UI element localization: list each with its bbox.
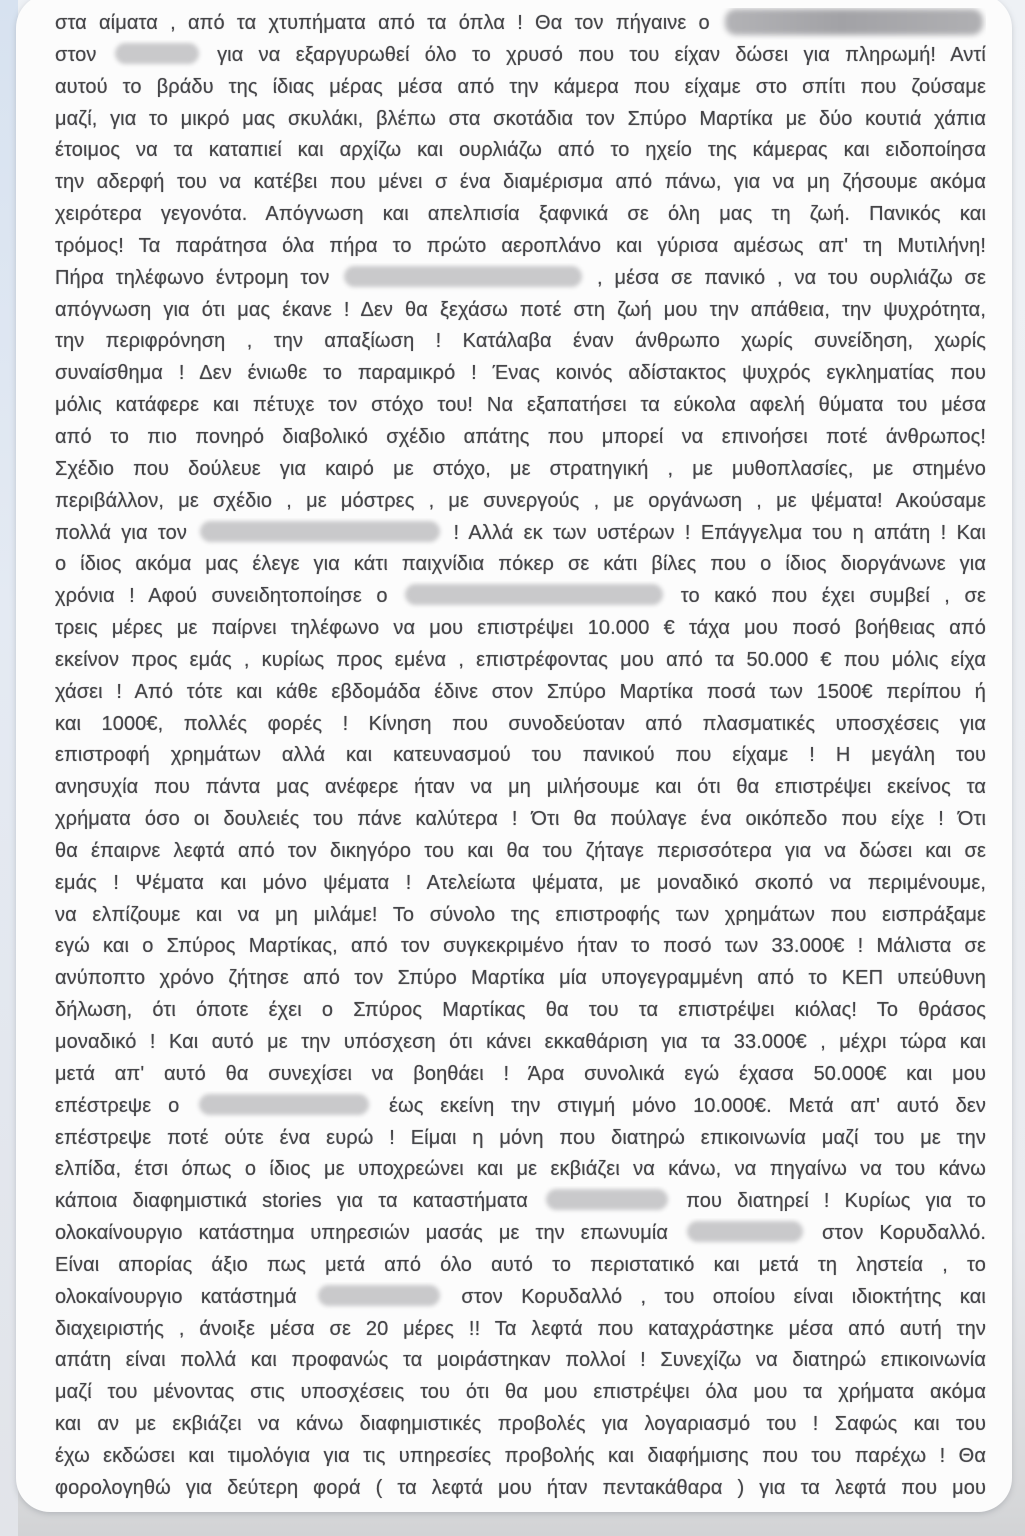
text-line	[55, 1154, 986, 1186]
text-line	[55, 804, 986, 836]
text-line	[55, 740, 986, 772]
text-run: πολλά για τον	[55, 521, 187, 544]
text-run: ανύποπτο χρόνο ζήτησε από τον Σπύρο Μαρτίκα μία υπογεγραμμένη από το ΚΕΠ υπεύθυνη	[55, 967, 986, 990]
text-line	[55, 1091, 986, 1123]
text-run: ο ίδιος ακόμα μας έλεγε για κάτι παιχνίδια πόκερ σε κάτι βίλες που ο ίδιος διοργάνωνε για	[55, 553, 986, 576]
text-line	[55, 40, 986, 72]
document-photo-card	[16, 0, 1012, 1512]
text-line	[55, 8, 986, 40]
text-run: διαχειριστής , άνοιξε μέσα σε 20 μέρες !! Τα λεφτά που καταχράστηκε μέσα από αυτή την	[55, 1317, 986, 1340]
text-run: χειρότερα γεγονότα. Απόγνωση και απελπισία ξαφνικά σε όλη μας τη ζωή. Πανικός και	[55, 203, 986, 226]
text-line	[55, 613, 986, 645]
text-run: εκείνον προς εμάς , κυρίως προς εμένα , επιστρέφοντας μου από τα 50.000 € που μόλις είχα	[55, 648, 986, 671]
text-line	[55, 167, 986, 199]
text-line	[55, 931, 986, 963]
text-line	[55, 995, 986, 1027]
text-run: συναίσθημα ! Δεν ένιωθε το παραμικρό ! Ένας κοινός αδίστακτος ψυχρός εγκληματίας που	[55, 362, 986, 385]
text-run: την αδερφή του να κατέβει που μένει σ ένα διαμέρισμα από πάνω, για να μη ζήσουμε ακόμα	[55, 171, 986, 194]
text-run: και αν με εκβιάζει να κάνω διαφημιστικές προβολές για λογαριασμό του ! Σαφώς και του	[55, 1413, 986, 1436]
text-run: κάποια διαφημιστικά stories για τα καταστήματα	[55, 1190, 528, 1213]
text-run: Σχέδιο που δούλευε για καιρό με στόχο, με στρατηγική , με μυθοπλασίες, με στημένο	[55, 457, 986, 480]
text-run: μαζί, για το μικρό μας σκυλάκι, βλέπω στα σκοτάδια τον Σπύρο Μαρτίκα με δύο κουτιά χάπια	[55, 107, 986, 130]
text-run: να ελπίζουμε και να μη μιλάμε! Το σύνολο της επιστροφής των χρημάτων που εισπράξαμε	[55, 903, 986, 926]
text-run: για να εξαργυρωθεί όλο το χρυσό που του είχαν δώσει για πληρωμή! Αντί	[217, 43, 986, 66]
text-run: φορολογηθώ για δεύτερη φορά ( τα λεφτά μου ήταν πεντακάθαρα ) για τα λεφτά που μου	[55, 1476, 986, 1499]
text-line	[55, 422, 986, 454]
text-run: επέστρεψε ο	[55, 1094, 180, 1117]
text-line	[55, 677, 986, 709]
text-line	[55, 135, 986, 167]
redacted-name-blur	[115, 43, 199, 64]
text-line	[55, 963, 986, 995]
redacted-name-blur	[687, 1221, 803, 1242]
text-line	[55, 1027, 986, 1059]
text-run: τρεις μέρες με παίρνει τηλέφωνο να μου επιστρέψει 10.000 € τάχα μου ποσό βοήθειας από	[55, 617, 986, 640]
text-line	[55, 1059, 986, 1091]
text-run: την περιφρόνηση , την απαξίωση ! Κατάλαβα έναν άνθρωπο χωρίς συνείδηση, χωρίς	[55, 330, 986, 353]
text-line	[55, 709, 986, 741]
text-line	[55, 1186, 986, 1218]
redacted-name-blur	[318, 1285, 440, 1306]
text-run: στον Κορυδαλλό , του οποίου είναι ιδιοκτήτης και	[461, 1285, 986, 1308]
text-line	[55, 1314, 986, 1346]
text-run: περιβάλλον, με σχέδιο , με μόστρες , με συνεργούς , με οργάνωση , με ψέματα! Ακούσαμε	[55, 489, 986, 512]
text-line	[55, 1441, 986, 1473]
text-run: μετά απ' αυτό θα συνεχίσει να βοηθάει ! Άρα συνολικά εγώ έχασα 50.000€ και μου	[55, 1062, 986, 1085]
text-line	[55, 645, 986, 677]
text-run: θα έπαιρνε λεφτά από τον δικηγόρο του και θα του ζήταγε περισσότερα για να δώσει και σε	[55, 839, 986, 862]
text-run: ολοκαίνουργιο κατάστημά	[55, 1285, 297, 1308]
text-run: επέστρεψε ποτέ ούτε ένα ευρώ ! Είμαι η μόνη που διατηρώ επικοινωνία μαζί του με την	[55, 1126, 986, 1149]
text-run: ελπίδα, έτσι όπως ο ίδιος με υποχρεώνει και με εκβιάζει να κάνω, να πηγαίνω να του κάνω	[55, 1158, 986, 1181]
redacted-name-blur	[725, 9, 983, 35]
text-run: Πήρα τηλέφωνο έντρομη τον	[55, 266, 330, 289]
text-line	[55, 549, 986, 581]
redacted-name-blur	[405, 584, 663, 605]
text-run: χάσει ! Από τότε και κάθε εβδομάδα έδινε στον Σπύρο Μαρτίκα ποσά των 1500€ περίπου ή	[55, 680, 986, 703]
text-line	[55, 1123, 986, 1155]
text-line	[55, 1250, 986, 1282]
text-run: επιστροφή χρημάτων αλλά και κατευνασμού του πανικού που είχαμε ! Η μεγάλη του	[55, 744, 986, 767]
text-line	[55, 295, 986, 327]
text-line	[55, 326, 986, 358]
text-line	[55, 231, 986, 263]
text-run: απόγνωση για ότι μας έκανε ! Δεν θα ξεχάσω ποτέ στη ζωή μου την απάθεια, την ψυχρότητα,	[55, 298, 986, 321]
redacted-name-blur	[546, 1189, 668, 1210]
text-run: Είναι απορίας άξιο πως μετά από όλο αυτό το περιστατικό και μετά τη ληστεία , το	[55, 1253, 986, 1276]
text-run: από το πιο πονηρό διαβολικό σχέδιο απάτης που μπορεί να επινοήσει ποτέ άνθρωπος!	[55, 425, 986, 448]
text-run: εγώ και ο Σπύρος Μαρτίκας, από τον συγκεκριμένο ήταν το ποσό των 33.000€ ! Μάλιστα σε	[55, 935, 986, 958]
text-line	[55, 263, 986, 295]
text-run: έχω εκδώσει και τιμολόγια για τις υπηρεσίες προβολής και διαφήμισης που του παρέχω ! Θα	[55, 1444, 986, 1467]
text-run: αυτού το βράδυ της ίδιας μέρας μέσα από την κάμερα που είχαμε στο σπίτι που ζούσαμε	[55, 75, 986, 98]
text-run: που διατηρεί ! Κυρίως για το	[686, 1190, 986, 1213]
text-line	[55, 72, 986, 104]
text-line	[55, 358, 986, 390]
text-line	[55, 390, 986, 422]
text-run: έτοιμος να τα καταπιεί και αρχίζω και ουρλιάζω από το ηχείο της κάμερας και ειδοποίησα	[55, 139, 986, 162]
text-line	[55, 199, 986, 231]
text-line	[55, 486, 986, 518]
text-run: ! Αλλά εκ των υστέρων ! Επάγγελμα του η απάτη ! Και	[453, 521, 986, 544]
text-run: εμάς ! Ψέματα και μόνο ψέματα ! Ατελείωτα ψέματα, με μοναδικό σκοπό να περιμένουμε,	[55, 871, 986, 894]
redacted-name-blur	[344, 266, 582, 287]
text-line	[55, 772, 986, 804]
text-run: , μέσα σε πανικό , να του ουρλιάζω σε	[597, 266, 986, 289]
text-line	[55, 1377, 986, 1409]
text-run: ανησυχία που πάντα μας ανέφερε ήταν να μη μιλήσουμε και ότι θα επιστρέψει εκείνος τα	[55, 776, 986, 799]
text-line	[55, 1409, 986, 1441]
text-line	[55, 836, 986, 868]
text-line	[55, 104, 986, 136]
text-run: μαζί του μένοντας στις υποσχέσεις του ότι θα μου επιστρέψει όλα μου τα χρήματα ακόμα	[55, 1381, 986, 1404]
text-run: χρήματα όσο οι δουλειές του πάνε καλύτερα ! Ότι θα πούλαγε ένα οικόπεδο που είχε ! Ότι	[55, 808, 986, 831]
text-run: στον	[55, 43, 97, 66]
redacted-name-blur	[199, 1094, 369, 1115]
text-line	[55, 454, 986, 486]
text-run: στα αίματα , από τα χτυπήματα από τα όπλα ! Θα τον πήγαινε ο	[55, 12, 710, 34]
text-line	[55, 1345, 986, 1377]
text-run: δήλωση, ότι όποτε έχει ο Σπύρος Μαρτίκας θα του τα επιστρέψει κιόλας! Το θράσος	[55, 999, 986, 1022]
text-line	[55, 1473, 986, 1505]
text-line	[55, 868, 986, 900]
text-run: το κακό που έχει συμβεί , σε	[680, 585, 986, 608]
text-line	[55, 1282, 986, 1314]
text-run: και 1000€, πολλές φορές ! Κίνηση που συνοδεύοταν από πλασματικές υποσχέσεις για	[55, 712, 986, 735]
text-line	[55, 900, 986, 932]
text-run: τρόμος! Τα παράτησα όλα πήρα το πρώτο αεροπλάνο και γύρισα αμέσως απ' τη Μυτιλήνη!	[55, 234, 986, 257]
text-run: μόλις κατάφερε και πέτυχε τον στόχο του! Να εξαπατήσει τα εύκολα αφελή θύματα του μέσα	[55, 394, 986, 417]
document-text-block	[55, 8, 986, 1505]
text-run: ολοκαίνουργιο κατάστημα υπηρεσιών μασάς με την επωνυμία	[55, 1222, 669, 1245]
text-line	[55, 581, 986, 613]
text-run: έως εκείνη την στιγμή μόνο 10.000€. Μετά απ' αυτό δεν	[389, 1094, 986, 1117]
text-line	[55, 518, 986, 550]
text-run: απάτη είναι πολλά και προφανώς τα μοιράστηκαν πολλοί ! Συνεχίζω να διατηρώ επικοινωνία	[55, 1349, 986, 1372]
text-run: στον Κορυδαλλό.	[821, 1222, 986, 1245]
redacted-name-blur	[200, 521, 440, 542]
text-run: χρόνια ! Αφού συνειδητοποίησε ο	[55, 585, 388, 608]
text-run: μοναδικό ! Και αυτό με την υπόσχεση ότι κάνει εκκαθάριση για τα 33.000€ , μέχρι τώρα και	[55, 1031, 986, 1053]
text-line	[55, 1218, 986, 1250]
